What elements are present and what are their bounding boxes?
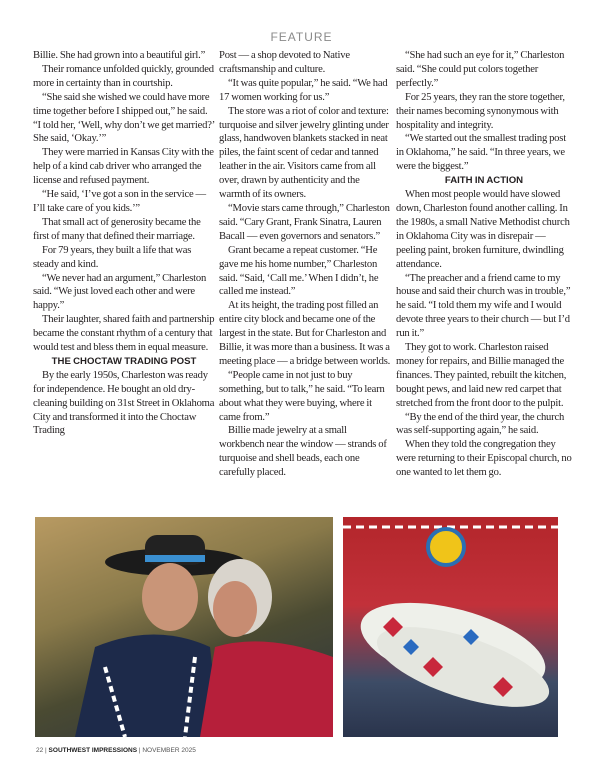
body-paragraph: Their laughter, shared faith and partnership became the constant rhythm of a century that would test and bless them in equal measure. <box>33 314 215 354</box>
body-paragraph: “Movie stars came through,” Charleston said. “Cary Grant, Frank Sinatra, Lauren Bacall — even governors and senators.” <box>219 202 390 242</box>
body-paragraph: Billie. She had grown into a beautiful girl.” <box>33 50 206 61</box>
issue-date: NOVEMBER 2025 <box>142 747 196 754</box>
body-paragraph: They got to work. Charleston raised money for repairs, and Billie managed the finances. They painted, rebuilt the kitchen, bought pews, and laid new red carpet that stretched from the front door to the pulpit. <box>396 342 567 409</box>
body-paragraph: “She said she wished we could have more time together before I shipped out,” he said. “I told her, ‘Well, why don’t we get married?’ She said, ‘Okay.’” <box>33 91 215 145</box>
body-paragraph: Their romance unfolded quickly, grounded more in certainty than in courtship. <box>33 63 214 89</box>
couple-photo <box>35 517 333 737</box>
body-paragraph: Grant became a repeat customer. “He gave me his home number,” Charleston said. “Said, ‘Call me.’ When I didn’t, he called me instead.” <box>219 244 379 298</box>
text-column-1 <box>33 49 215 438</box>
body-paragraph: When most people would have slowed down, Charleston found another calling. In the 1980s, a small Native Methodist church in Oklahoma City was in disrepair — peeling paint, broken furniture, dwindling attendance. <box>396 189 570 270</box>
body-paragraph: For 25 years, they ran the store together, their names becoming synonymous with hospitality and integrity. <box>396 91 565 131</box>
body-paragraph: That small act of generosity became the first of many that defined their marriage. <box>33 216 201 242</box>
body-paragraph: By the early 1950s, Charleston was ready for independence. He bought an old dry-cleaning building on 31st Street in Oklahoma City and transformed it into the Choctaw Trading <box>33 369 215 437</box>
body-paragraph: Post — a shop devoted to Native craftsmanship and culture. <box>219 50 350 75</box>
body-paragraph: “The preacher and a friend came to my house and said their church was in trouble,” he said. “I told them my wife and I would devote three years to their church — but I’d run it.” <box>396 272 571 340</box>
body-paragraph: “We never had an argument,” Charleston said. “We just loved each other and were happy.” <box>33 272 207 312</box>
body-paragraph: At its height, the trading post filled an entire city block and became one of the largest in the state. But for Charleston and Billie, it was more than a business. It was a meeting place — a bridge between worlds. <box>219 300 391 367</box>
body-paragraph: They were married in Kansas City with the help of a kind cab driver who arranged the license and refused payment. <box>33 147 214 187</box>
text-column-3 <box>396 49 572 480</box>
section-kicker: FEATURE <box>270 30 333 44</box>
page-footer: 22 | SOUTHWEST IMPRESSIONS | NOVEMBER 2025 <box>36 747 196 754</box>
body-paragraph: “We started out the smallest trading post in Oklahoma,” he said. “In three years, we were the biggest.” <box>396 133 566 173</box>
body-paragraph: “She had such an eye for it,” Charleston said. “She could put colors together perfectly.” <box>396 50 565 89</box>
body-paragraph: “By the end of the third year, the church was self-supporting again,” he said. <box>396 411 565 437</box>
body-paragraph: The store was a riot of color and texture: turquoise and silver jewelry glinting under glass, handwoven blankets stacked in neat piles, the faint scent of cedar and tanned leather in the air. Visitors came from all over, drawn by authenticity and the warmth of its owners. <box>219 105 389 201</box>
page-number: 22 <box>36 747 44 754</box>
body-paragraph: “He said, ‘I’ve got a son in the service — I’ll take care of you kids.’” <box>33 189 206 214</box>
body-paragraph: “It was quite popular,” he said. “We had 17 women working for us.” <box>219 77 388 103</box>
body-paragraph: “People came in not just to buy something, but to talk,” he said. “To learn about what they were buying, where it came from.” <box>219 369 385 423</box>
section-heading: FAITH IN ACTION <box>444 175 524 187</box>
body-paragraph: For 79 years, they built a life that was steady and kind. <box>33 244 192 270</box>
moccasins-photo <box>343 517 558 737</box>
text-column-2 <box>219 49 392 480</box>
body-paragraph: Billie made jewelry at a small workbench near the window — strands of turquoise and shell beads, each one carefully placed. <box>219 425 387 479</box>
body-paragraph: When they told the congregation they were returning to their Episcopal church, no one wanted to let them go. <box>396 439 572 479</box>
section-heading: THE CHOCTAW TRADING POST <box>51 355 197 367</box>
publication-name: SOUTHWEST IMPRESSIONS <box>48 747 138 754</box>
